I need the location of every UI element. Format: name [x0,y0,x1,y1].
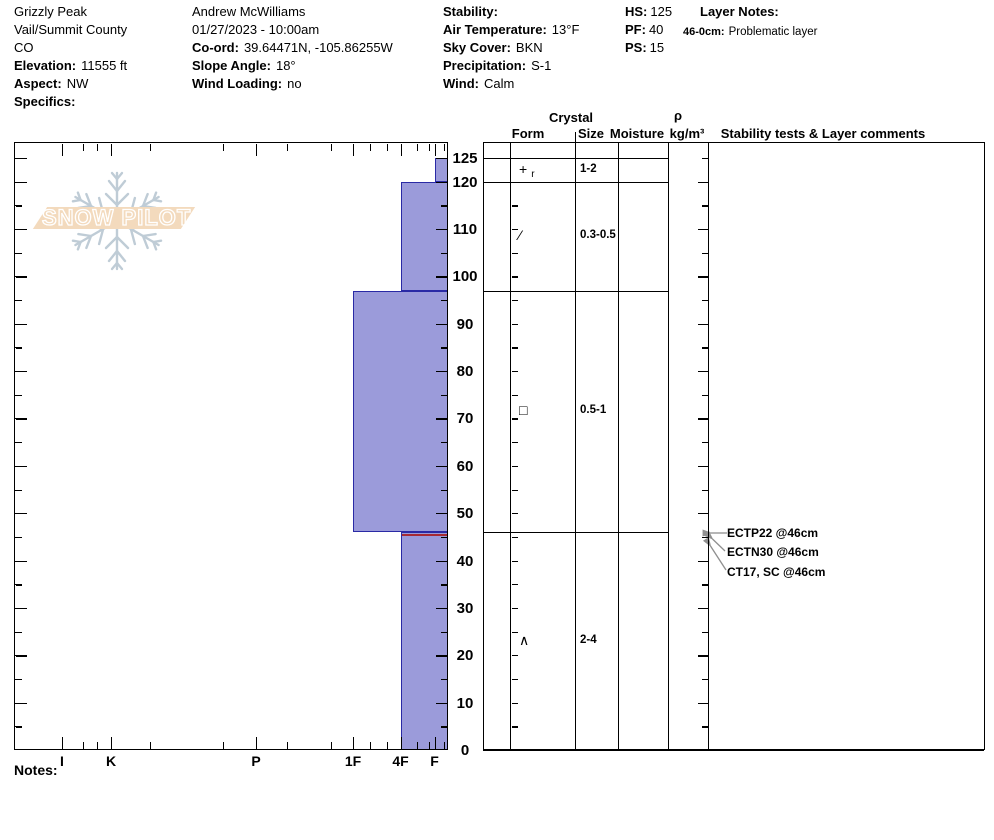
depth-tick [436,513,447,514]
depth-tick [441,584,447,585]
depth-tick [436,182,447,183]
form-column-tick [512,632,518,633]
hardness-tick [370,742,371,749]
depth-tick [16,205,22,206]
hardness-tick [444,742,445,749]
density-column-tick [702,632,708,633]
layer-boundary-line [483,532,668,533]
col-header-form: Form [511,126,545,141]
depth-tick [436,371,447,372]
depth-tick [16,229,27,230]
form-column-tick [512,490,518,491]
hardness-tick [444,144,445,151]
hardness-tick [223,144,224,151]
hardness-tick [429,742,430,749]
table-grid-line [510,142,511,750]
form-column-tick [512,466,518,467]
density-column-tick [702,726,708,727]
hardness-tick [331,742,332,749]
grain-size-value: 0.3-0.5 [580,229,616,242]
depth-tick [16,513,27,514]
density-column-tick [698,182,708,183]
depth-tick-label: 90 [456,315,474,333]
pit-from: PF: 40 [625,22,664,37]
density-column-tick [698,276,708,277]
form-column-tick [512,205,518,206]
depth-tick [16,632,22,633]
layer-boundary-line [483,158,668,159]
depth-tick-label: 10 [456,694,474,712]
table-grid-line [483,749,984,750]
layer-note-entry: 46-0cm: Problematic layer [683,26,818,38]
depth-tick-label: 20 [456,647,474,665]
depth-tick [441,679,447,680]
depth-tick [16,726,22,727]
grain-size-value: 0.5-1 [580,404,607,417]
hardness-tick [256,144,257,156]
form-column-tick [512,324,518,325]
form-column-tick [512,347,518,348]
depth-tick [441,205,447,206]
density-column-tick [702,584,708,585]
form-column-tick [512,371,518,372]
form-column-tick [512,608,518,609]
hardness-tick [223,742,224,749]
depth-tick [16,442,22,443]
slope-angle: Slope Angle: 18° [192,58,296,73]
density-column-tick [698,466,708,467]
hardness-axis-label: I [60,753,64,769]
stability-test-label: ECTP22 @46cm [727,526,819,540]
hardness-tick [111,144,112,156]
hardness-tick [83,742,84,749]
depth-tick [441,300,447,301]
depth-tick [441,490,447,491]
grain-form-symbol: ⁄ [519,227,522,244]
depth-tick [441,395,447,396]
hardness-tick [370,144,371,151]
density-column-tick [698,418,708,419]
density-column-tick [698,229,708,230]
site-elevation: Elevation: 11555 ft [14,58,128,73]
col-header-crystal: Crystal [548,110,594,125]
hardness-tick [353,144,354,156]
depth-tick [16,158,27,159]
depth-tick [16,490,22,491]
depth-tick [16,182,27,183]
col-header-stability-tests: Stability tests & Layer comments [720,126,926,141]
density-column-tick [702,395,708,396]
depth-tick [436,703,447,704]
form-column-tick [512,537,518,538]
hardness-tick [287,144,288,151]
table-grid-line [483,142,984,143]
observation-datetime: 01/27/2023 - 10:00am [192,22,320,37]
density-column-tick [702,490,708,491]
depth-tick-label: 100 [452,268,478,286]
hardness-tick [401,144,402,156]
form-column-tick [512,229,518,230]
site-state: CO [14,40,34,55]
site-region: Vail/Summit County [14,22,128,37]
density-column-tick [698,513,708,514]
hardness-tick [435,144,436,156]
form-column-tick [512,182,518,183]
col-header-density-unit: kg/m³ [669,126,705,141]
depth-tick [16,466,27,467]
density-column-tick [702,537,708,538]
form-column-tick [512,442,518,443]
header-divider-tick [575,132,576,142]
density-column-tick [698,655,708,656]
col-header-density-symbol: ρ [673,108,683,123]
hardness-tick [387,742,388,749]
depth-tick-label: 80 [456,363,474,381]
form-column-tick [512,276,518,277]
depth-tick [441,632,447,633]
logo-text: SNOW PILOT [42,205,192,230]
depth-tick-label: 70 [456,410,474,428]
depth-tick-label: 125 [452,150,478,167]
hardness-axis-label: P [251,753,261,769]
depth-tick [16,371,27,372]
density-column-tick [702,300,708,301]
hardness-tick [62,144,63,156]
depth-tick [16,300,22,301]
hardness-axis-label: 4F [392,753,409,769]
grain-form-subscript: r [531,168,535,180]
table-grid-line [618,142,619,750]
depth-tick-label: 50 [456,505,474,523]
depth-tick [16,703,27,704]
depth-tick-label: 110 [452,221,478,239]
depth-tick [16,347,22,348]
form-column-tick [512,703,518,704]
depth-tick-label: 60 [456,457,474,475]
depth-tick [441,442,447,443]
hardness-tick [256,737,257,749]
depth-tick [16,561,27,562]
hardness-axis-label: K [105,753,117,769]
density-column-tick [702,442,708,443]
form-column-tick [512,513,518,514]
form-column-tick [512,561,518,562]
col-header-size: Size [577,126,605,141]
grain-size-value: 2-4 [580,634,597,647]
col-header-moisture: Moisture [609,126,665,141]
hardness-tick [435,737,436,749]
table-grid-line [483,142,484,750]
depth-tick [436,158,447,159]
depth-tick [16,395,22,396]
form-column-tick [512,726,518,727]
density-column-tick [698,608,708,609]
depth-tick [441,347,447,348]
depth-tick [436,276,447,277]
form-column-tick [512,253,518,254]
depth-tick [436,655,447,656]
depth-tick [441,726,447,727]
hardness-tick [387,144,388,151]
form-column-tick [512,584,518,585]
depth-tick [441,253,447,254]
form-column-tick [512,395,518,396]
depth-tick [16,418,27,419]
density-column-tick [698,371,708,372]
hardness-tick [287,742,288,749]
depth-tick-label: 120 [452,173,478,191]
stability-field: Stability: [443,4,498,19]
form-column-tick [512,679,518,680]
table-grid-line [984,142,985,750]
form-column-tick [512,655,518,656]
hardness-tick [401,737,402,749]
density-column-tick [702,347,708,348]
hardness-tick [150,742,151,749]
hardness-tick [97,742,98,749]
form-column-tick [512,300,518,301]
depth-tick [16,276,27,277]
table-grid-line [668,142,669,750]
density-column-tick [702,253,708,254]
arrow-ectn30 [713,539,726,551]
depth-tick-label: 30 [456,599,474,617]
sky-cover: Sky Cover: BKN [443,40,543,55]
air-temperature: Air Temperature: 13°F [443,22,580,37]
grain-size-value: 1-2 [580,162,597,175]
site-specifics: Specifics: [14,94,76,109]
depth-tick [16,537,22,538]
depth-tick [436,418,447,419]
notes-label: Notes: [14,762,58,778]
hardness-tick [429,144,430,151]
density-column-tick [698,703,708,704]
precipitation: Precipitation: S-1 [443,58,552,73]
stability-test-label: CT17, SC @46cm [727,564,826,579]
height-of-snow: HS: 125 [625,4,673,19]
depth-tick [436,466,447,467]
layer-notes-title: Layer Notes: [700,4,779,19]
depth-tick [436,608,447,609]
hardness-profile-chart [14,142,448,750]
density-column-tick [702,205,708,206]
depth-tick-label: 0 [460,742,470,759]
depth-tick [16,324,27,325]
density-column-tick [702,679,708,680]
depth-tick [436,324,447,325]
site-aspect: Aspect: NW [14,76,89,91]
observer-name: Andrew McWilliams [192,4,306,19]
stability-test-label: ECTN30 @46cm [727,545,819,560]
density-column-tick [698,561,708,562]
depth-tick [436,229,447,230]
depth-tick [16,655,27,656]
form-column-tick [512,418,518,419]
depth-tick [16,253,22,254]
hardness-tick [417,742,418,749]
grain-form-symbol: ∧ [519,632,530,649]
hardness-tick [150,144,151,151]
hardness-tick [83,144,84,151]
depth-tick [16,584,22,585]
depth-tick-label: 40 [456,552,474,570]
depth-tick [16,608,27,609]
hardness-tick [331,144,332,151]
layer-boundary-line [483,291,668,292]
density-column-tick [702,158,708,159]
hardness-tick [97,144,98,151]
hardness-axis-label: 1F [344,753,362,769]
wind-loading: Wind Loading: no [192,76,302,91]
observation-coordinates: Co-ord: 39.64471N, -105.86255W [192,40,393,55]
wind: Wind: Calm [443,76,515,91]
depth-tick [436,561,447,562]
hardness-tick [417,144,418,151]
density-column-tick [698,324,708,325]
hardness-axis-label: F [430,753,439,769]
pit-surface: PS: 15 [625,40,665,55]
depth-tick [16,679,22,680]
table-grid-line [575,142,576,750]
table-grid-line [708,142,709,750]
grain-form-symbol: □ [519,402,528,419]
grain-form-symbol: + $_r$ [519,160,535,180]
hardness-tick [62,737,63,749]
hardness-tick [353,737,354,749]
depth-tick [441,537,447,538]
site-name: Grizzly Peak [14,4,87,19]
hardness-tick [111,737,112,749]
